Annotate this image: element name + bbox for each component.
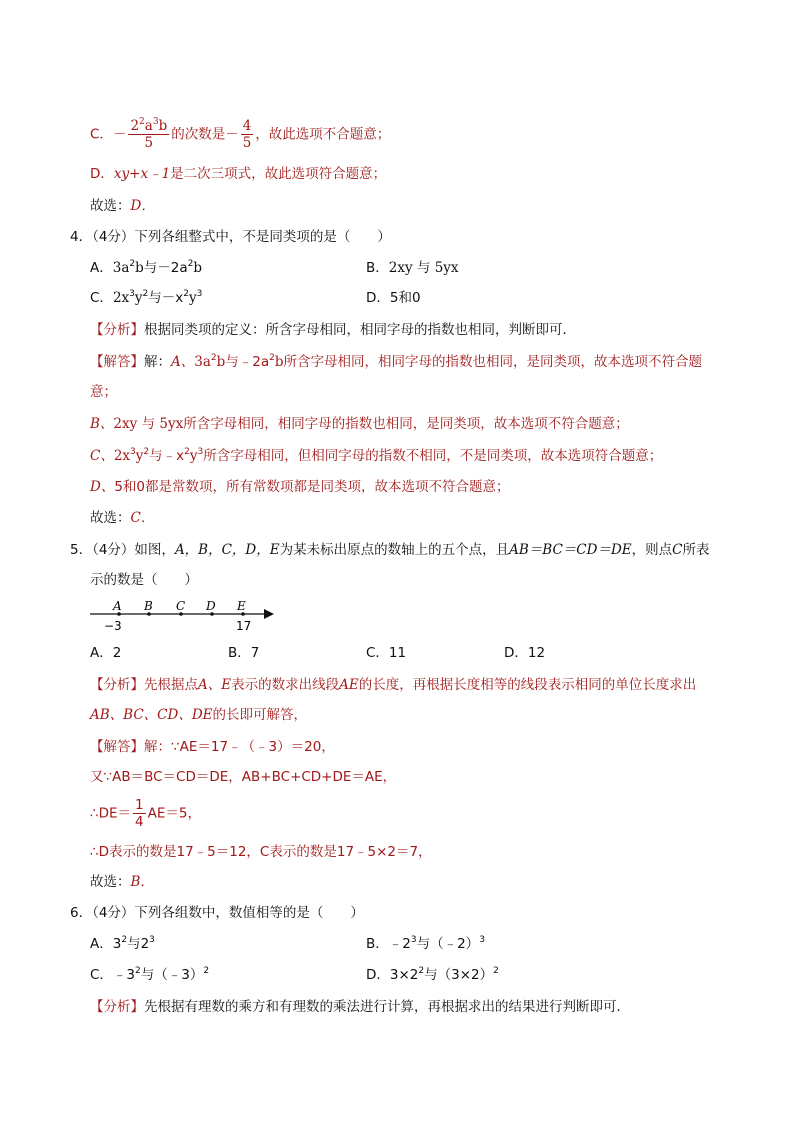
exponent: 2 — [183, 288, 189, 299]
text: 所含字母相同，相同字母的指数也相同，是同类项，故本选项不符合题意； — [183, 416, 629, 432]
denominator: 5 — [242, 135, 252, 151]
term: 2xy — [113, 416, 138, 432]
term: 2x — [112, 290, 130, 306]
connector: 与－x — [148, 290, 184, 306]
segments: AB、BC、CD、DE — [90, 707, 213, 723]
option-label: A． — [90, 936, 113, 952]
exponent: 3 — [129, 288, 135, 299]
label-c: C — [176, 599, 186, 613]
exponent: 2 — [269, 352, 275, 363]
exponent: 2 — [203, 965, 210, 976]
q5-solution-2: 又∵AB＝BC＝CD＝DE，AB+BC+CD+DE＝AE， — [90, 769, 397, 785]
text: 是二次三项式，故此选项符合题意； — [170, 166, 387, 182]
analysis-tag: 【分析】 — [90, 322, 144, 338]
exponent: 2 — [135, 965, 141, 976]
connector: 与（﹣3） — [140, 967, 204, 983]
exponent: 2 — [418, 965, 425, 976]
number-line-figure — [88, 597, 278, 635]
text: 所含字母相同，相同字母的指数也相同，是同类项，故本选项不符合题 — [283, 354, 703, 370]
option-label: D． — [366, 290, 390, 306]
term: b — [135, 260, 144, 276]
exponent: 2 — [142, 288, 149, 299]
exponent: 2 — [129, 258, 136, 269]
text: 5．（4分）如图， — [70, 542, 175, 558]
text: 的长即可解答， — [212, 707, 308, 723]
answer-prefix: 故选： — [90, 198, 131, 214]
q6-stem: 6．（4分）下列各组数中，数值相等的是（ ） — [70, 905, 364, 921]
num-base: 2 — [130, 118, 140, 134]
connector: 与﹣x — [149, 448, 185, 464]
denominator: 4 — [135, 814, 144, 830]
points: A、E — [198, 677, 232, 693]
value-right: 17 — [236, 619, 252, 633]
prev-option-d — [90, 164, 386, 184]
exponent: 2 — [493, 965, 499, 976]
connector: 与﹣2a — [225, 354, 270, 370]
exponent: 2 — [143, 446, 150, 457]
exponent: 2 — [187, 258, 194, 269]
text: 的次数是－ — [171, 126, 239, 143]
exponent: 3 — [152, 116, 159, 127]
fraction-one-quarter — [133, 797, 146, 830]
num-var: b — [158, 118, 168, 134]
q5-solution-3 — [90, 797, 201, 830]
option-text: 5和0 — [389, 290, 421, 306]
analysis-tag: 【分析】 — [90, 999, 144, 1015]
connector: 与 — [127, 936, 141, 952]
num-var: a — [144, 118, 153, 134]
option-label: A． — [90, 260, 113, 276]
numerator: 4 — [242, 118, 252, 134]
answer-value: C． — [130, 510, 155, 526]
answer-prefix: 故选： — [90, 874, 131, 890]
option-label: D． — [366, 967, 390, 983]
answer-tag: 【解答】 — [90, 739, 144, 755]
analysis-text: 先根据有理数的乘方和有理数的乘法进行计算，再根据求出的结果进行判断即可． — [144, 999, 630, 1015]
term: 5yx — [434, 260, 459, 276]
exponent: 2 — [121, 934, 128, 945]
term: 2x — [113, 448, 131, 464]
text: 为某未标出原点的数轴上的五个点，且 — [279, 542, 510, 558]
points: A，B，C，D，E — [174, 542, 280, 558]
exponent: 3 — [197, 446, 204, 457]
arrow-head-icon — [264, 609, 274, 619]
minus-sign: － — [112, 126, 127, 143]
exponent: 2 — [184, 446, 190, 457]
text: 表示的数求出线段 — [231, 677, 340, 693]
exponent: 3 — [479, 934, 485, 945]
expression: xy+x﹣1 — [113, 166, 171, 182]
term: 3a — [112, 260, 130, 276]
base: ﹣2 — [388, 936, 411, 952]
q6-option-a — [90, 934, 155, 954]
text: AE＝5， — [147, 805, 201, 822]
term: y — [135, 448, 144, 464]
label-e: E — [237, 599, 246, 613]
label-b: B — [144, 599, 153, 613]
q6-option-d — [366, 965, 499, 985]
q5-analysis-2 — [90, 705, 307, 725]
label-a: A — [113, 599, 122, 613]
lead: C、 — [90, 448, 114, 464]
analysis-tag: 【分析】 — [90, 677, 144, 693]
answer-prefix: 解： — [144, 354, 171, 370]
lead: A、 — [171, 354, 195, 370]
text: 5和0都是常数项，所有常数项都是同类项，故本选项不符合题意； — [114, 479, 510, 495]
option-label: C． — [90, 967, 113, 983]
q5-stem-1 — [70, 540, 709, 560]
q6-option-b — [366, 934, 485, 954]
denominator: 5 — [144, 135, 154, 151]
answer-value: B． — [130, 874, 154, 890]
q5-solution-4: ∴D表示的数是17﹣5＝12，C表示的数是17﹣5×2＝7， — [90, 844, 432, 860]
label-d: D — [206, 599, 216, 613]
segment: AE — [339, 677, 359, 693]
base: 3×2 — [389, 967, 419, 983]
q6-option-c — [90, 965, 209, 985]
text: 解：∵AE＝17﹣（﹣3）＝20， — [144, 739, 335, 755]
fraction-term — [241, 118, 254, 151]
text: 所表 — [682, 542, 710, 558]
q5-analysis-1 — [90, 675, 696, 695]
answer-prefix: 故选： — [90, 510, 131, 526]
base: 3 — [112, 936, 122, 952]
prev-answer — [90, 196, 155, 216]
q4-answer-line-c — [90, 446, 662, 466]
term: y — [134, 290, 143, 306]
analysis-text: 根据同类项的定义：所含字母相同，相同字母的指数也相同，判断即可． — [144, 322, 576, 338]
term: 2xy — [388, 260, 413, 276]
exponent: 3 — [149, 934, 155, 945]
q4-final — [90, 508, 154, 528]
text: ∴DE＝ — [90, 805, 132, 822]
option-label: B． — [366, 936, 389, 952]
q4-answer-line-a — [90, 352, 702, 372]
q4-option-d — [366, 288, 421, 308]
term: 3a — [194, 354, 211, 370]
q5-final — [90, 872, 154, 892]
option-label: C． — [90, 126, 113, 143]
q5-option-c: C．11 — [366, 645, 407, 661]
term: b — [193, 260, 203, 276]
exponent: 2 — [210, 352, 217, 363]
q5-option-d: D．12 — [504, 645, 546, 661]
q4-answer-line-d — [90, 477, 510, 497]
text: ，故此选项不合题意； — [255, 126, 391, 143]
text: ，则点 — [631, 542, 673, 558]
text: 所含字母相同，但相同字母的指数不相同，不是同类项，故本选项符合题意； — [203, 448, 663, 464]
option-label: B． — [366, 260, 389, 276]
q4-stem: 4．（4分）下列各组整式中，不是同类项的是（ ） — [70, 229, 391, 245]
exponent: 3 — [130, 446, 136, 457]
q4-analysis — [90, 320, 576, 340]
q4-option-b — [366, 258, 459, 278]
q5-solution-1 — [90, 737, 335, 757]
option-label: D． — [90, 166, 114, 182]
text: 的长度，再根据长度相等的线段表示相同的单位长度求出 — [358, 677, 697, 693]
connector: 与（3×2） — [424, 967, 494, 983]
term: y — [189, 448, 198, 464]
answer-tag: 【解答】 — [90, 354, 144, 370]
lead: B、 — [90, 416, 114, 432]
exponent: 3 — [410, 934, 417, 945]
lead: D、 — [90, 479, 115, 495]
term: b — [216, 354, 226, 370]
q4-option-a — [90, 258, 202, 278]
connector: 与－2a — [143, 260, 188, 276]
term: y — [188, 290, 197, 306]
q6-analysis — [90, 997, 630, 1017]
connector: 与 — [141, 416, 156, 432]
q4-option-c — [90, 288, 202, 308]
q5-option-b: B．7 — [228, 645, 260, 661]
option-label: C． — [90, 290, 113, 306]
connector: 与（﹣2） — [416, 936, 480, 952]
value-left: −3 — [104, 619, 122, 633]
point: C — [672, 542, 683, 558]
text: 先根据点 — [144, 677, 198, 693]
equation: AB＝BC＝CD＝DE — [509, 542, 632, 558]
q4-answer-line-a-cont: 意； — [90, 384, 117, 400]
answer-value: D． — [130, 198, 155, 214]
base: ﹣3 — [112, 967, 136, 983]
base: 2 — [140, 936, 150, 952]
prev-option-c — [90, 118, 390, 151]
q5-stem-2: 示的数是（ ） — [90, 572, 198, 588]
fraction-term — [128, 118, 169, 151]
q4-answer-line-b — [90, 414, 629, 434]
q5-option-a: A．2 — [90, 645, 122, 661]
term: b — [274, 354, 284, 370]
numerator: 1 — [135, 797, 144, 813]
connector: 与 — [416, 260, 431, 276]
exponent: 2 — [139, 116, 145, 127]
term: 5yx — [159, 416, 184, 432]
exponent: 3 — [196, 288, 203, 299]
